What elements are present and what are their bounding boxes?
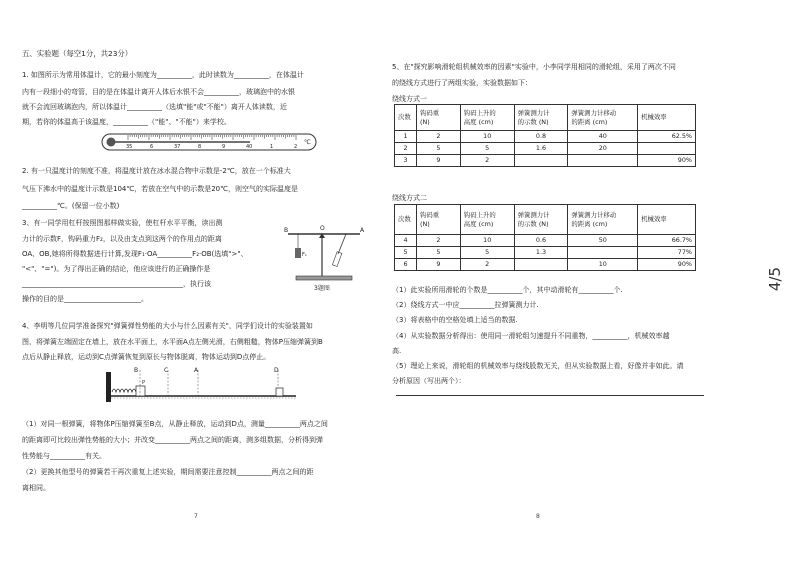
table-cell: 4 <box>395 235 417 247</box>
thermometer-tick-label: 35 <box>126 144 133 150</box>
table-cell: 1.6 <box>514 143 568 155</box>
thermometer-figure <box>100 131 322 155</box>
table-cell: 3 <box>395 155 417 167</box>
table-cell <box>568 247 638 259</box>
q5-sub-line-1: （1）此实验所用滑轮的个数是__________个，其中动滑轮有__________个. <box>392 286 623 294</box>
q5-sub-line-4: （4）从实验数据分析得出：使用同一滑轮组匀速提升不同重物，__________，机械效率越 <box>392 332 670 340</box>
table-cell <box>514 155 568 167</box>
table-row <box>395 155 696 167</box>
q4-sub-line-3: 性势能与__________有关。 <box>22 452 106 460</box>
answer-blank-line <box>396 395 704 396</box>
q5-sub-line-6: （5）理论上来说，滑轮组的机械效率与绕线股数无关，但从实验数据上看，好像并非如此。请 <box>392 362 684 370</box>
thermometer-tick-label: 8 <box>198 144 202 150</box>
q5-sub-line-2: （2）绕线方式一中应__________拉弹簧测力计. <box>392 301 539 309</box>
q4-line-1: 4、李明等几位同学准备探究"弹簧弹性势能的大小与什么因素有关"，同学们设计的实验装置如 <box>22 322 313 330</box>
table-cell: 0.6 <box>514 235 568 247</box>
table-cell: 1.3 <box>514 247 568 259</box>
thermometer-tick-label: 40 <box>246 144 253 150</box>
table-cell <box>514 259 568 271</box>
th-weight: 钩码重 (N) <box>416 105 460 131</box>
q4-sub-line-4: （2）更换其他型号的弹簧若干再次重复上述实验，期间需要注意控制__________两点之间的距 <box>22 468 314 476</box>
th-height: 钩码上升的 高度 (cm) <box>460 105 514 131</box>
th-efficiency: 机械效率 <box>638 105 696 131</box>
table-cell: 9 <box>416 155 460 167</box>
table-cell: 2 <box>460 259 514 271</box>
spring-label-d: D <box>274 367 279 374</box>
th-distance: 弹簧测力计移动 的距离 (cm) <box>568 105 638 131</box>
table-cell: 66.7% <box>638 235 696 247</box>
table-cell: 9 <box>416 259 460 271</box>
q1-line-4: 期，若你的体温高于该温度，__________（"能"、"不能"）来学校。 <box>22 118 231 126</box>
th-force: 弹簧测力计 的示数 (N) <box>514 105 568 131</box>
right-page <box>392 0 767 566</box>
thermometer-unit: ℃ <box>304 139 311 146</box>
q2-line-2: 气压下沸水中的温度计示数是104℃，若放在空气中的示数是20℃，则空气的实际温度是 <box>22 185 298 193</box>
q1-line-2: 内有一段细小的弯管，目的是在体温计离开人体后水银不会__________，玻璃泡中的水银 <box>22 88 295 96</box>
table-cell: 6 <box>395 259 417 271</box>
table-cell: 1 <box>395 131 417 143</box>
lever-label-a: A <box>360 227 365 234</box>
spring-label-b: B <box>134 367 139 374</box>
table-cell: 0.8 <box>514 131 568 143</box>
table-cell: 90% <box>638 259 696 271</box>
table-cell: 5 <box>416 247 460 259</box>
table-cell: 2 <box>416 131 460 143</box>
q3-line-6: 操作的目的是______________________。 <box>22 295 148 303</box>
table-cell: 5 <box>395 247 417 259</box>
table-row <box>395 235 696 247</box>
table-cell: 5 <box>460 143 514 155</box>
q4-sub-line-1: （1）对同一根弹簧，将物体P压缩弹簧至B点，从静止释放，运动到D点，测量__________两点之间 <box>22 420 328 428</box>
th-force: 弹簧测力计 的示数 (N) <box>514 205 568 235</box>
q2-line-1: 2. 有一只温度计的刻度不准，将温度计放在冰水混合物中示数是-2℃，放在一个标准大 <box>22 167 291 175</box>
section-title: 五、实验题（每空1分，共23分） <box>22 49 133 58</box>
table-cell: 2 <box>395 143 417 155</box>
q5-line-2: 的绕线方式进行了两组实验，实验数据如下： <box>392 79 532 87</box>
spring-label-a: A <box>194 367 199 374</box>
th-distance: 弹簧测力计移动 的距离 (cm) <box>568 205 638 235</box>
th-weight: 钩码重 (N) <box>416 205 460 235</box>
page-number-left: 7 <box>194 513 198 520</box>
lever-label-o: O <box>320 225 325 232</box>
table-cell: 10 <box>460 235 514 247</box>
q3-line-5: ______________________________________________，执行该 <box>22 280 211 288</box>
spring-label-c: C <box>164 367 169 374</box>
q3-line-4: "<"、"=")。为了得出正确的结论，他应该进行的正确操作是 <box>22 265 211 273</box>
spring-label-p: P <box>142 380 146 386</box>
table-cell: 10 <box>568 259 638 271</box>
table-row <box>395 143 696 155</box>
th-height: 钩码上升的 高度 (cm) <box>460 205 514 235</box>
table-cell: 77% <box>638 247 696 259</box>
table-row <box>395 247 696 259</box>
q5-sub-line-3: （3）将表格中的空格处填上适当的数据. <box>392 316 518 324</box>
table-cell: 50 <box>568 235 638 247</box>
table-method-1 <box>394 104 696 167</box>
table-row <box>395 131 696 143</box>
table-cell: 62.5% <box>638 131 696 143</box>
table-cell: 5 <box>460 247 514 259</box>
q4-sub-line-2: 的距离即可比较出弹性势能的大小；并改变__________两点之间的距离，测多组数据，分析得到弹 <box>22 436 323 444</box>
q3-line-2: 力计的示数F，钩码重力F₂，以及由支点到这两个的作用点的距离 <box>22 235 222 243</box>
table-cell: 20 <box>568 143 638 155</box>
q5-line-1: 5、在"探究影响滑轮组机械效率的因素"实验中，小李同学用相同的滑轮组，采用了两次不同 <box>392 63 676 71</box>
method-1-label: 绕线方式一 <box>392 95 427 103</box>
table-cell: 10 <box>460 131 514 143</box>
q1-line-1: 1. 如图所示为常用体温计，它的最小刻度为__________，此时读数为__________，在体温计 <box>22 71 304 79</box>
thermometer-tick-label: 1 <box>270 144 274 150</box>
table-row <box>395 259 696 271</box>
table-cell: 40 <box>568 131 638 143</box>
table-header-row <box>395 205 696 235</box>
lever-figure <box>280 220 368 292</box>
lever-label-f1: F₁ <box>302 252 307 258</box>
table-cell: 90% <box>638 155 696 167</box>
thermometer-tick-label: 6 <box>150 144 154 150</box>
table-header-row <box>395 105 696 131</box>
q5-sub-line-7: 分析原因（写出两个）： <box>392 377 466 385</box>
table-cell: 2 <box>460 155 514 167</box>
method-2-label: 绕线方式二 <box>392 194 427 202</box>
q4-line-3: 点后从静止释放，运动到C点弹簧恢复到原长与物体脱离，物体运动到D点停止。 <box>22 353 271 361</box>
table-method-2 <box>394 204 696 271</box>
left-page <box>22 0 384 566</box>
thermometer-tick-label: 2 <box>294 144 298 150</box>
q4-sub-line-5: 离相同。 <box>22 484 50 492</box>
th-count: 次数 <box>395 105 417 131</box>
page-range-label: 4/5 <box>765 266 784 292</box>
page-number-right: 8 <box>536 513 540 520</box>
thermometer-tick-label: 37 <box>174 144 181 150</box>
th-efficiency: 机械效率 <box>638 205 696 235</box>
q2-line-3: __________℃。(保留一位小数) <box>22 202 120 210</box>
lever-caption: 3题图 <box>314 285 330 292</box>
thermometer-tick-label: 9 <box>222 144 226 150</box>
q3-line-3: OA、OB,她将所得数据进行计算,发现F₁·OA__________F₂·OB(选填">"、 <box>22 250 248 258</box>
th-count: 次数 <box>395 205 417 235</box>
q3-line-1: 3、有一同学用杠杆按照图那样做实验，使杠杆水平平衡，读出测 <box>22 219 223 227</box>
q4-line-2: 图，将弹簧左端固定在墙上，放在水平面上，水平面A点左侧光滑，右侧粗糙，物体P压缩弹簧到B <box>22 338 323 346</box>
table-cell: 2 <box>416 235 460 247</box>
lever-label-b: B <box>284 227 289 234</box>
q1-line-3: 就不会流回玻璃泡内，所以体温计__________（选填"能"或"不能"）离开人体读数，近 <box>22 103 287 111</box>
table-cell: 5 <box>416 143 460 155</box>
spring-figure <box>100 366 300 406</box>
table-cell <box>638 143 696 155</box>
q5-sub-line-5: 高. <box>392 347 402 355</box>
table-cell <box>568 155 638 167</box>
